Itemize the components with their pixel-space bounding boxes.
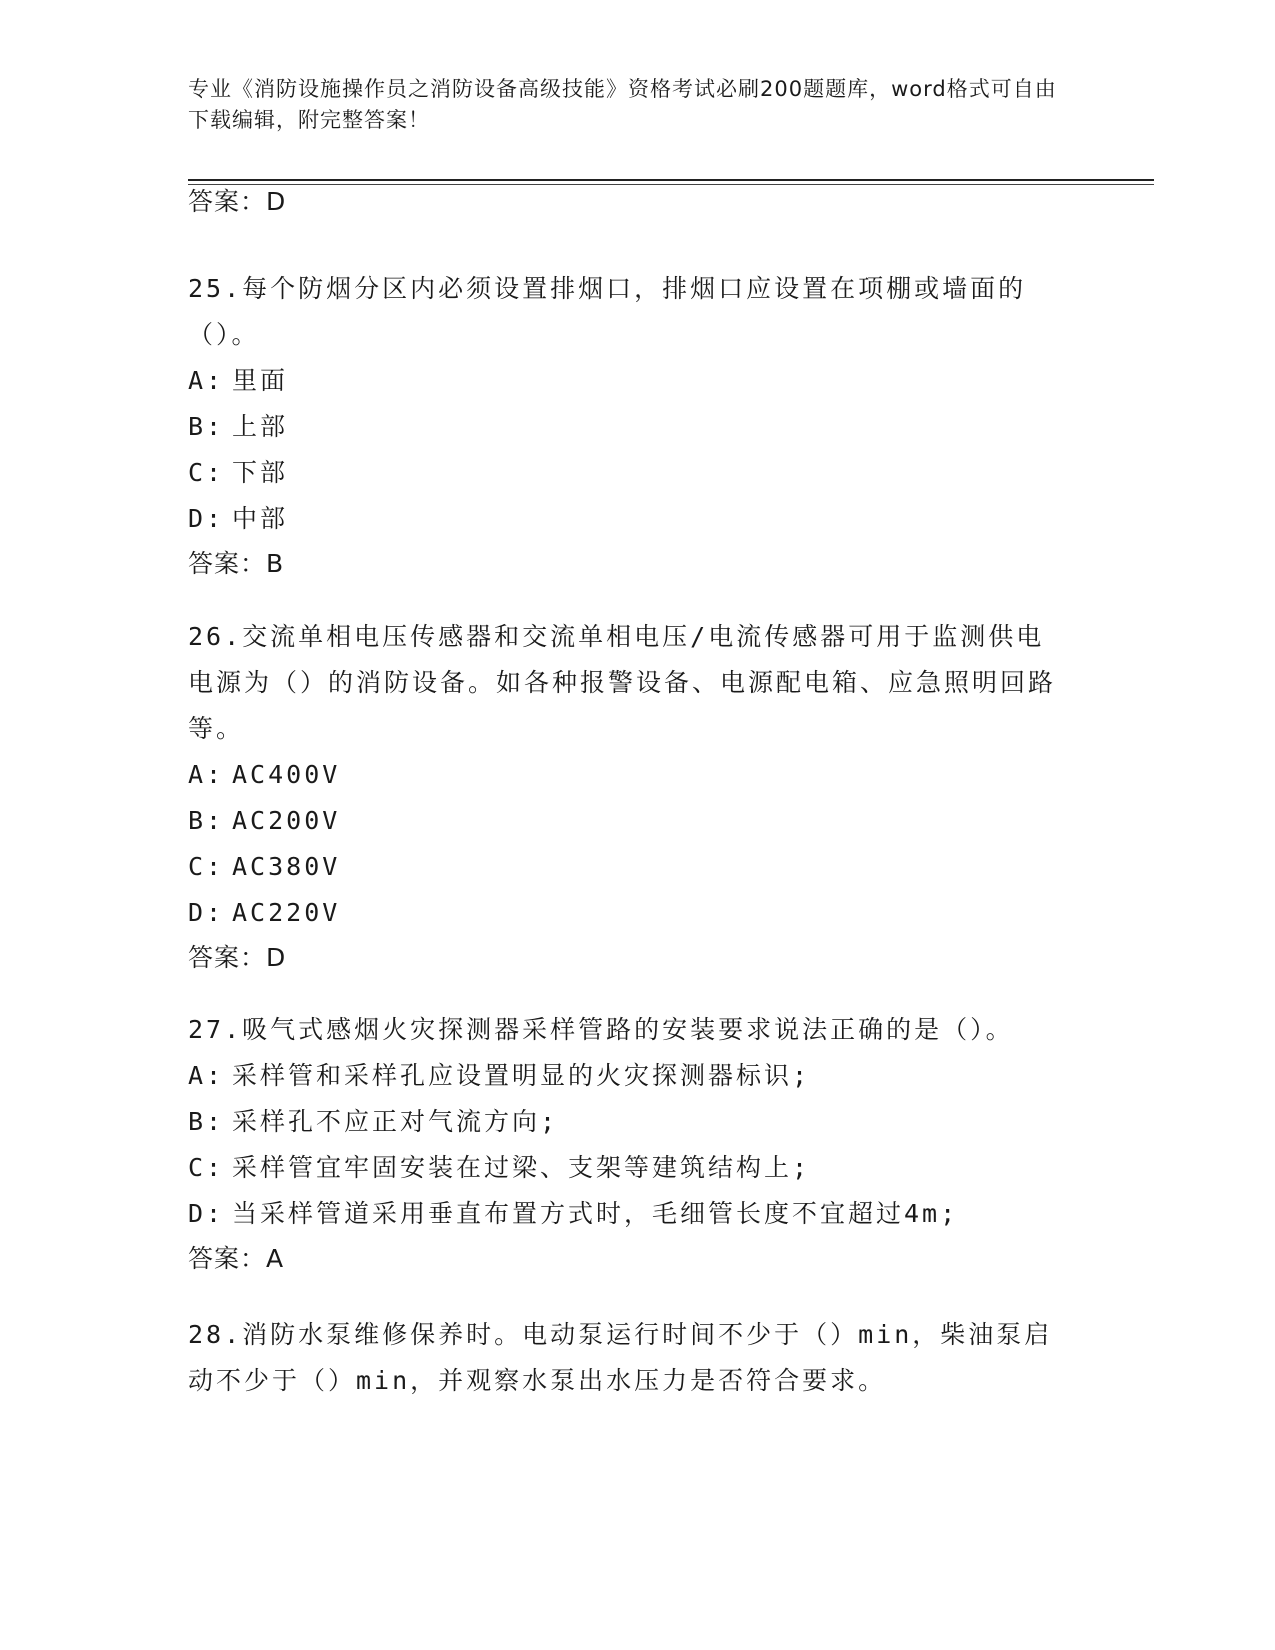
header-divider bbox=[188, 179, 1154, 181]
answer-line: 答案：B bbox=[188, 549, 285, 578]
option-d: D: 当采样管道采用垂直布置方式时，毛细管长度不宜超过4m; bbox=[188, 1199, 959, 1228]
answer-line: 答案：A bbox=[188, 1244, 285, 1273]
option-b: B: AC200V bbox=[188, 806, 341, 835]
question-stem: 25.每个防烟分区内必须设置排烟口，排烟口应设置在项棚或墙面的（）。 bbox=[188, 274, 1027, 349]
answer-line: 答案：D bbox=[188, 943, 287, 972]
question-stem: 28.消防水泵维修保养时。电动泵运行时间不少于（）min，柴油泵启动不少于（）min，并观察水泵出水压力是否符合要求。 bbox=[188, 1320, 1053, 1395]
question-stem: 27.吸气式感烟火灾探测器采样管路的安装要求说法正确的是（）。 bbox=[188, 1015, 1014, 1044]
document-header: 专业《消防设施操作员之消防设备高级技能》资格考试必刷200题题库，word格式可自由下载编辑，附完整答案！ bbox=[188, 77, 1057, 132]
option-d: D: AC220V bbox=[188, 898, 341, 927]
option-a: A: 里面 bbox=[188, 366, 289, 395]
question-28 bbox=[188, 1312, 1068, 1404]
option-c: C: AC380V bbox=[188, 852, 341, 881]
question-27 bbox=[188, 1007, 1068, 1281]
header-divider-thin bbox=[188, 184, 1154, 185]
question-stem: 26.交流单相电压传感器和交流单相电压/电流传感器可用于监测供电电源为（）的消防设备。如各种报警设备、电源配电箱、应急照明回路等。 bbox=[188, 622, 1057, 743]
option-c: C: 下部 bbox=[188, 458, 289, 487]
option-b: B: 采样孔不应正对气流方向; bbox=[188, 1107, 559, 1136]
option-d: D: 中部 bbox=[188, 504, 289, 533]
option-c: C: 采样管宜牢固安装在过梁、支架等建筑结构上; bbox=[188, 1153, 811, 1182]
question-26 bbox=[188, 614, 1068, 980]
option-a: A: AC400V bbox=[188, 760, 341, 789]
option-b: B: 上部 bbox=[188, 412, 289, 441]
option-a: A: 采样管和采样孔应设置明显的火灾探测器标识; bbox=[188, 1061, 811, 1090]
question-25 bbox=[188, 266, 1068, 586]
answer-line: 答案：D bbox=[188, 187, 287, 216]
